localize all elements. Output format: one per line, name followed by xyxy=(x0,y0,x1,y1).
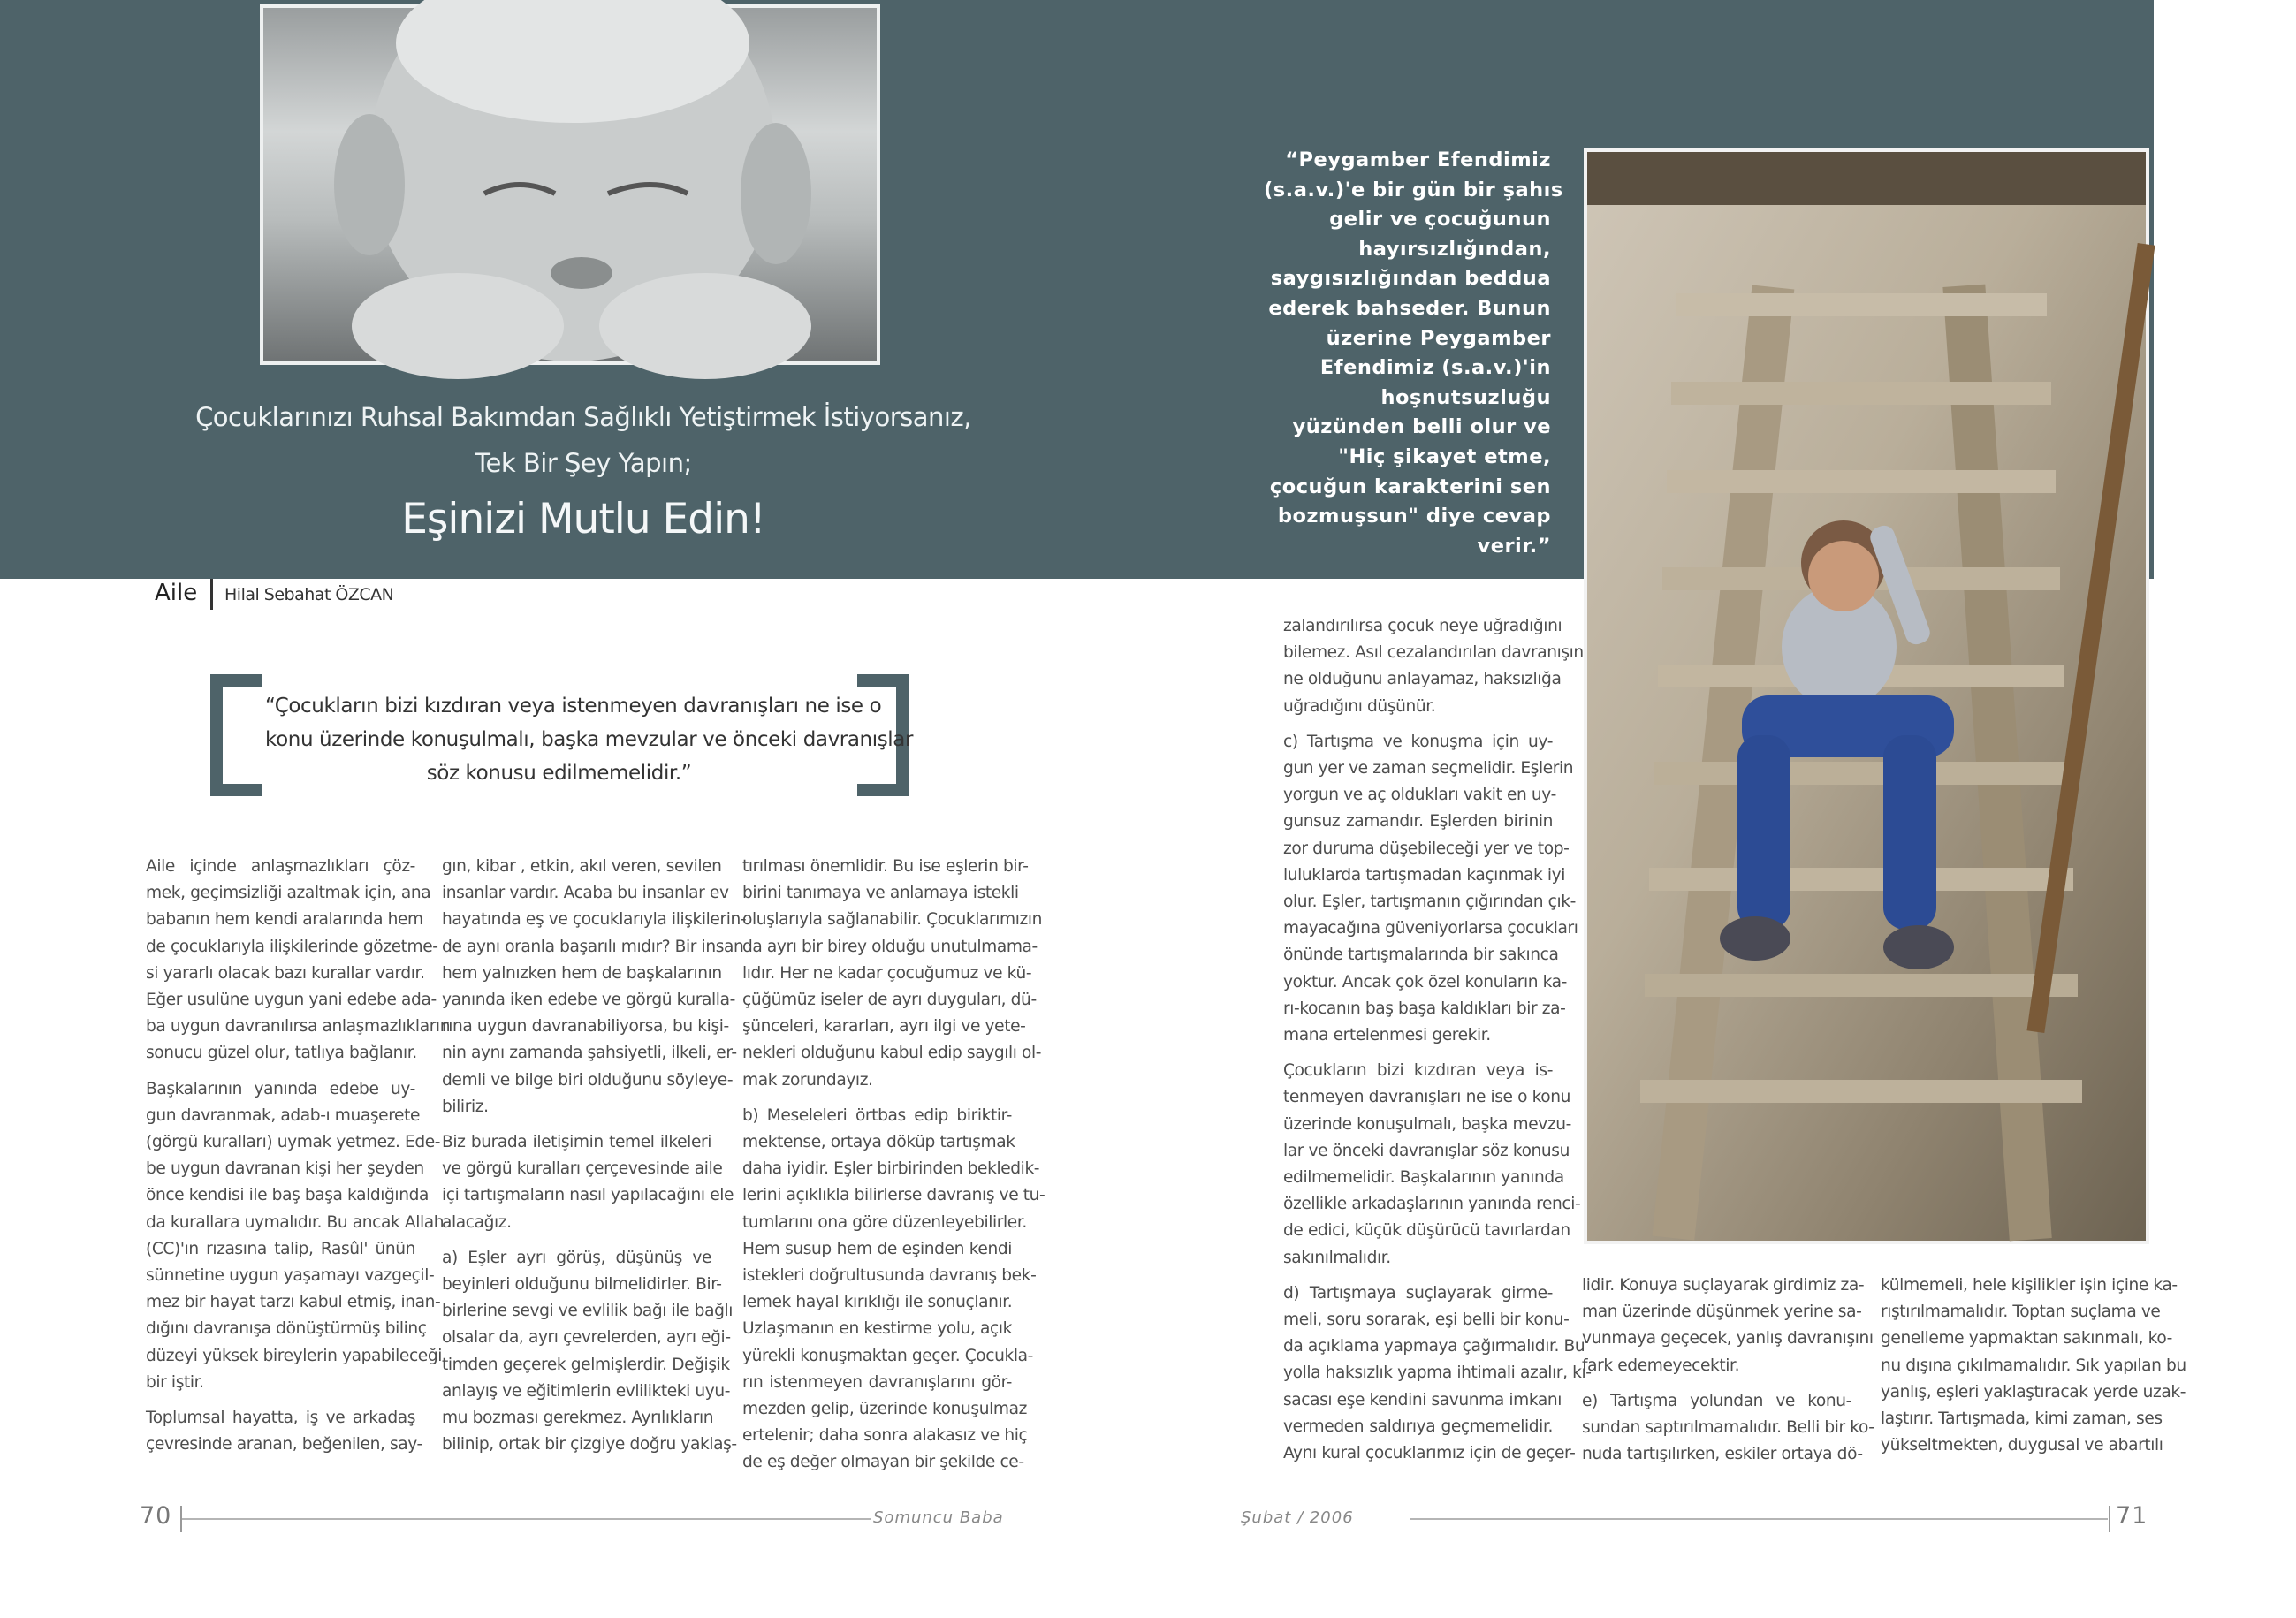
text-line: bilemez. Asıl cezalandırılan davranışın xyxy=(1283,643,1584,663)
text-line: edilmemelidir. Başkalarının yanında xyxy=(1283,1168,1564,1188)
text-column-1 xyxy=(146,854,451,1458)
text-line: lar ve önceki davranışlar söz konusu xyxy=(1283,1141,1570,1160)
text-line: olsalar da, ayrı çevrelerden, ayrı eği- xyxy=(442,1328,731,1348)
text-line: tumlarını ona göre düzenleyebilirler. xyxy=(742,1212,1027,1232)
text-line: yolla haksızlık yapma ihtimali azalır, kı- xyxy=(1283,1364,1592,1383)
text-line: da açıklama yapmaya çağırmalıdır. Bu xyxy=(1283,1337,1585,1356)
text-line: timden geçerek gelmişlerdir. Değişik xyxy=(442,1355,730,1374)
text-column-4 xyxy=(1283,613,1592,1467)
text-line: birlerine sevgi ve evlilik bağı ile bağlı xyxy=(442,1302,734,1321)
text-line: yoktur. Ancak çok özel konuların ka- xyxy=(1283,972,1567,991)
text-line: biliriz. xyxy=(442,1097,489,1116)
text-line: olur. Eşler, tartışmanın çığırından çık- xyxy=(1283,893,1576,912)
text-line: nuda tartışılırken, eskiler ortaya dö- xyxy=(1582,1445,1863,1464)
text-line: rıştırılmamalıdır. Toptan suçlama ve xyxy=(1881,1303,2161,1322)
author-name: Hilal Sebahat ÖZCAN xyxy=(224,585,394,604)
section-label: Aile xyxy=(155,580,198,606)
page-number-right: 71 xyxy=(2116,1502,2148,1530)
text-line: sünnetine uygun yaşamayı vazgeçil- xyxy=(146,1266,435,1286)
box-quote-line: söz konusu edilmemelidir.” xyxy=(426,762,692,785)
text-line: lerini açıklıkla bilirlerse davranış ve tu- xyxy=(742,1186,1045,1205)
text-line: önünde tartışmalarında bir sakınca xyxy=(1283,946,1559,965)
text-line: birini tanımaya ve anlamaya istekli xyxy=(742,884,1019,903)
footer-rule-right xyxy=(1410,1518,2108,1520)
text-line: bir iştir. xyxy=(146,1372,204,1392)
text-line: fark edemeyecektir. xyxy=(1582,1356,1740,1375)
text-line: Aynı kural çocuklarımız için de geçer- xyxy=(1283,1444,1576,1463)
text-line: Aile içinde anlaşmazlıkları çöz- xyxy=(146,857,415,876)
text-line: insanlar vardır. Acaba bu insanlar ev xyxy=(442,884,729,903)
text-line: laştırır. Tartışmada, kimi zaman, ses xyxy=(1881,1409,2163,1429)
text-line: luluklarda tartışmadan kaçınmak iyi xyxy=(1283,865,1566,885)
quote-bracket-left xyxy=(210,674,262,796)
pull-quote-line: verir.” xyxy=(1477,534,1551,558)
text-line: yorgun ve aç oldukları vakit en uy- xyxy=(1283,786,1556,805)
text-line: gın, kibar , etkin, akıl veren, sevilen xyxy=(442,857,722,876)
text-line: Başkalarının yanında edebe uy- xyxy=(146,1079,415,1098)
text-line: çevresinde aranan, beğenilen, say- xyxy=(146,1435,422,1455)
text-line: sundan saptırılmamalıdır. Belli bir ko- xyxy=(1582,1418,1874,1438)
subtitle-line-1: Çocuklarınızı Ruhsal Bakımdan Sağlıklı Yetiştirmek İstiyorsanız, xyxy=(195,402,971,432)
text-line: mek, geçimsizliği azaltmak için, ana xyxy=(146,884,431,903)
text-line: (CC)'ın rızasına talip, Rasûl' ünün xyxy=(146,1239,415,1258)
text-line: hem yalnızken hem de başkalarının xyxy=(442,963,722,983)
text-line: da ayrı bir birey olduğu unutulmama- xyxy=(742,937,1038,956)
text-line: oluşlarıyla sağlanabilir. Çocuklarımızın xyxy=(742,910,1043,930)
text-line: sakınılmalıdır. xyxy=(1283,1248,1391,1267)
text-line: mezden gelip, üzerinde konuşulmaz xyxy=(742,1400,1027,1419)
text-line: yükseltmekten, duygusal ve abartılı xyxy=(1881,1436,2163,1455)
text-line: anlayış ve eğitimlerin evlilikteki uyu- xyxy=(442,1381,731,1401)
box-quote-line: konu üzerinde konuşulmalı, başka mevzular ve önceki davranışlar xyxy=(265,728,914,751)
text-line: tırılması önemlidir. Bu ise eşlerin bir- xyxy=(742,857,1029,876)
pull-quote-line: saygısızlığından beddua xyxy=(1270,267,1551,291)
byline-divider xyxy=(210,579,213,610)
text-line: mayacağına güveniyorlarsa çocukları xyxy=(1283,919,1578,938)
text-line: daha iyidir. Eşler birbirinden bekledik- xyxy=(742,1159,1040,1179)
page-number-left: 70 xyxy=(140,1502,172,1530)
text-line: yürekli konuşmaktan geçer. Çocukla- xyxy=(742,1346,1033,1365)
text-line: düzeyi yüksek bireylerin yapabileceği xyxy=(146,1346,442,1365)
pull-quote-line: "Hiç şikayet etme, xyxy=(1338,444,1551,468)
box-quote-line: “Çocukların bizi kızdıran veya istenmeyen davranışları ne ise o xyxy=(265,695,882,718)
text-line: gunsuz zamandır. Eşlerden birinin xyxy=(1283,812,1553,832)
text-line: Çocukların bizi kızdıran veya is- xyxy=(1283,1061,1553,1081)
text-line: (görgü kuralları) uymak yetmez. Ede- xyxy=(146,1133,441,1152)
pull-quote-line: gelir ve çocuğunun xyxy=(1329,208,1551,232)
text-line: rı-kocanın baş başa kaldıkları bir za- xyxy=(1283,999,1566,1018)
text-line: bilinip, ortak bir çizgiye doğru yaklaş- xyxy=(442,1435,737,1455)
text-line: mana ertelenmesi gerekir. xyxy=(1283,1026,1491,1045)
text-line: de eş değer olmayan bir şekilde ce- xyxy=(742,1453,1024,1472)
text-line: özellikle arkadaşlarının yanında renci- xyxy=(1283,1195,1581,1214)
text-line: vermeden saldırıya geçmemelidir. xyxy=(1283,1417,1553,1436)
text-column-2 xyxy=(442,854,747,1458)
text-line: meli, soru sorarak, eşi belli bir konu- xyxy=(1283,1310,1570,1330)
text-line: ne olduğunu anlayamaz, haksızlığa xyxy=(1283,670,1562,689)
pull-quote-line: Efendimiz (s.a.v.)'in xyxy=(1319,356,1551,380)
text-line: b) Meseleleri örtbas edip biriktir- xyxy=(742,1105,1012,1125)
issue-date: Şubat / 2006 xyxy=(1241,1508,1354,1527)
pull-quote-line: yüzünden belli olur ve xyxy=(1292,415,1551,439)
text-line: zalandırılırsa çocuk neye uğradığını xyxy=(1283,617,1562,635)
pull-quote xyxy=(1264,146,1563,561)
text-line: Hem susup hem de eşinden kendi xyxy=(742,1239,1012,1258)
text-line: alacağız. xyxy=(442,1212,512,1232)
text-line: da kurallara uymalıdır. Bu ancak Allah xyxy=(146,1212,445,1232)
pull-quote-line: (s.a.v.)'e bir gün bir şahıs xyxy=(1264,178,1563,201)
text-line: mez bir hayat tarzı kabul etmiş, inan- xyxy=(146,1293,441,1312)
text-line: de çocuklarıyla ilişkilerinde gözetme- xyxy=(146,937,438,956)
text-line: önce kendisi ile baş başa kaldığında xyxy=(146,1186,429,1205)
text-line: gun davranmak, adab-ı muaşerete xyxy=(146,1105,421,1125)
text-line: lemek hayal kırıklığı ile sonuçlanır. xyxy=(742,1293,1013,1312)
pull-quote-line: çocuğun karakterini sen xyxy=(1269,475,1551,498)
magazine-name: Somuncu Baba xyxy=(873,1508,1004,1527)
text-line: şünceleri, kararları, ayrı ilgi ve yete- xyxy=(742,1017,1026,1037)
text-line: nu dışına çıkılmamalıdır. Sık yapılan bu xyxy=(1881,1356,2186,1375)
text-line: d) Tartışmaya suçlayarak girme- xyxy=(1283,1283,1553,1303)
pull-quote-line: üzerine Peygamber xyxy=(1326,326,1551,350)
text-line: rına uygun davranabiliyorsa, bu kişi- xyxy=(442,1017,729,1037)
text-line: yanında iken edebe ve görgü kuralla- xyxy=(442,991,735,1010)
text-line: Eğer usulüne uygun yani edebe ada- xyxy=(146,991,437,1010)
text-line: istekleri doğrultusunda davranış bek- xyxy=(742,1266,1037,1286)
text-line: e) Tartışma yolundan ve konu- xyxy=(1582,1391,1851,1410)
pull-quote-line: “Peygamber Efendimiz xyxy=(1285,148,1551,171)
text-line: gun yer ve zaman seçmelidir. Eşlerin xyxy=(1283,759,1574,779)
text-line: zor duruma düşebileceği yer ve top- xyxy=(1283,839,1570,858)
text-line: ba uygun davranılırsa anlaşmazlıkların xyxy=(146,1017,451,1037)
text-line: vunmaya geçecek, yanlış davranışını xyxy=(1582,1329,1874,1348)
text-line: ve görgü kuralları çerçevesinde aile xyxy=(442,1159,723,1179)
text-line: a) Eşler ayrı görüş, düşünüş ve xyxy=(442,1248,711,1267)
text-line: mektense, ortaya döküp tartışmak xyxy=(742,1133,1015,1152)
text-line: de aynı oranla başarılı mıdır? Bir insan xyxy=(442,937,744,956)
text-line: si yararlı olacak bazı kurallar vardır. xyxy=(146,963,425,983)
text-line: külmemeli, hele kişilikler işin içine ka- xyxy=(1881,1276,2178,1295)
pull-quote-line: hoşnutsuzluğu xyxy=(1380,385,1551,409)
text-line: lıdır. Her ne kadar çocuğumuz ve kü- xyxy=(742,963,1032,983)
text-line: mak zorundayız. xyxy=(742,1070,873,1090)
text-line: sonucu güzel olur, tatlıya bağlanır. xyxy=(146,1044,417,1063)
text-line: man üzerinde düşünmek yerine sa- xyxy=(1582,1303,1862,1322)
text-line: babanın hem kendi aralarında hem xyxy=(146,910,423,930)
stairs-photo xyxy=(1584,148,2149,1244)
text-line: yanlış, eşleri yaklaştıracak yerde uzak- xyxy=(1881,1382,2186,1402)
boy-photo xyxy=(260,4,880,365)
text-line: lidir. Konuya suçlayarak girdimiz za- xyxy=(1582,1276,1865,1295)
text-line: beyinleri olduğunu bilmelidirler. Bir- xyxy=(442,1275,722,1295)
text-line: hayatında eş ve çocuklarıyla ilişkilerin- xyxy=(442,910,747,930)
pull-quote-line: hayırsızlığından, xyxy=(1358,237,1551,261)
text-column-3 xyxy=(742,854,1045,1477)
text-line: içi tartışmaların nasıl yapılacağını ele xyxy=(442,1186,734,1205)
text-line: dığını davranışa dönüştürmüş bilinç xyxy=(146,1319,427,1339)
footer-tick-right xyxy=(2109,1506,2110,1532)
text-column-5 xyxy=(1582,1272,1874,1468)
text-line: rın istenmeyen davranışlarını gör- xyxy=(742,1372,1012,1392)
text-line: c) Tartışma ve konuşma için uy- xyxy=(1283,732,1553,751)
article-title: Eşinizi Mutlu Edin! xyxy=(401,495,765,543)
text-line: nin aynı zamanda şahsiyetli, ilkeli, er- xyxy=(442,1044,737,1063)
text-line: be uygun davranan kişi her şeyden xyxy=(146,1159,424,1179)
text-line: çüğümüz iseler de ayrı duyguları, dü- xyxy=(742,991,1037,1010)
text-line: sacası eşe kendini savunma imkanı xyxy=(1283,1390,1562,1409)
text-line: demli ve bilge biri olduğunu söyleye- xyxy=(442,1070,734,1090)
text-line: Toplumsal hayatta, iş ve arkadaş xyxy=(146,1409,415,1428)
text-column-6 xyxy=(1881,1272,2186,1459)
text-line: Biz burada iletişimin temel ilkeleri xyxy=(442,1133,711,1152)
text-line: Uzlaşmanın en kestirme yolu, açık xyxy=(742,1319,1012,1339)
pull-quote-line: ederek bahseder. Bunun xyxy=(1268,296,1551,320)
text-line: mu bozması gerekmez. Ayrılıkların xyxy=(442,1409,714,1428)
box-quote xyxy=(265,689,914,790)
text-line: ertelenir; daha sonra alakasız ve hiç xyxy=(742,1426,1028,1446)
pull-quote-line: bozmuşsun" diye cevap xyxy=(1277,505,1551,528)
text-line: üzerinde konuşulmalı, başka mevzu- xyxy=(1283,1114,1571,1134)
text-line: nekleri olduğunu kabul edip saygılı ol- xyxy=(742,1044,1042,1063)
text-line: uğradığını düşünür. xyxy=(1283,696,1436,716)
text-line: tenmeyen davranışları ne ise o konu xyxy=(1283,1088,1571,1107)
text-line: de edici, küçük düşürücü tavırlardan xyxy=(1283,1221,1570,1241)
subtitle-line-2: Tek Bir Şey Yapın; xyxy=(475,448,692,478)
footer-rule-left xyxy=(182,1518,871,1520)
text-line: genelleme yapmaktan sakınmalı, ko- xyxy=(1881,1329,2172,1348)
